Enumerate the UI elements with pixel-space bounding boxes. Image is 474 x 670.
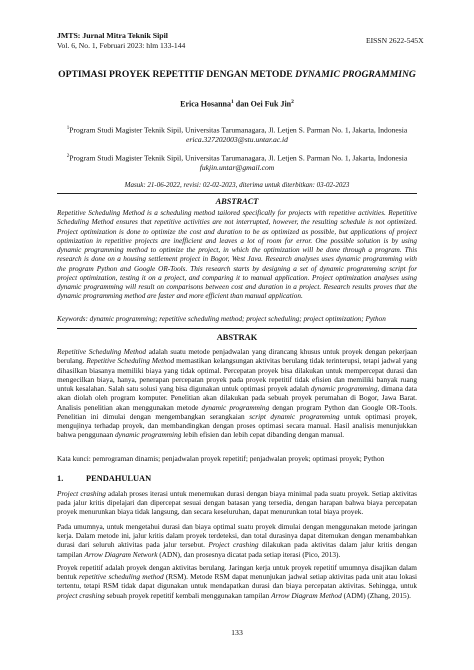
section-1-number: 1. — [57, 474, 64, 483]
section-1-paragraph-1 — [57, 489, 417, 517]
abstrak-span-i: script dynamic programming — [249, 411, 340, 421]
abstrak-span-j: untuk optimasi proyek, mengujinya terhadap proyek, dan membandingkan dengan proses optimasi secara manual. Hasil analisis menunjukkan bahwa penggunaan — [57, 411, 417, 440]
abstrak-span-c: Repetitive Scheduling Method — [86, 356, 175, 366]
author-2-sup: 2 — [291, 99, 294, 105]
p3-span-a: Proyek repetitif adalah proyek dengan aktivitas berulang. Jaringan kerja untuk proyek repetitif umumnya disajikan dalam bentuk — [57, 563, 417, 582]
p3-span-c: (RSM). Metode RSM dapat menunjukan jadwal setiap aktivitas pada unit atau lokasi tertentu, tetapi RSM tidak dapat digunakan untuk mendapatkan durasi dan biaya percepatan aktivitas. Sehingga, untuk — [57, 572, 418, 591]
abstrak-span-d: memastikan kelangsungan aktivitas berulang tidak terinterupsi, tetapi jadwal yang dihasilkan biasanya memiliki biaya yang tidak optimal. Percepatan proyek bisa dilakukan untuk mempercepat durasi dan mengecilkan biaya, hanya, penerapan percepatan proyek pada proyek repetitif tidak efisien dan memiliki banyak ruang untuk kesalahan. Salah satu solusi yang bisa digunakan untuk optimasi proyek adalah — [57, 356, 417, 393]
page-number: 133 — [231, 628, 243, 637]
divider-middle — [57, 328, 417, 329]
p3-span-f: Arrow Diagram Method — [271, 590, 342, 600]
p1-span-a: Project crashing — [57, 489, 106, 498]
affiliation-1 — [57, 124, 417, 145]
issn: EISSN 2622-545X — [366, 36, 424, 45]
submission-dates: Masuk: 21-06-2022, revisi: 02-02-2023, diterima untuk diterbitkan: 03-02-2023 — [124, 181, 350, 189]
abstrak-span-l: lebih efisien dan lebih cepat dibanding dengan manual. — [181, 430, 345, 440]
abstrak-heading: ABSTRAK — [216, 333, 258, 342]
affiliation-1-sup: 1 — [66, 126, 70, 131]
author-1-sup: 1 — [231, 99, 234, 105]
p2-span-c: dilakukan pada aktivitas dalam jalur kritis dengan tampilan — [57, 540, 417, 559]
p2-span-e: (ADN), dan prosesnya dicatat pada setiap iterasi (Pico, 2013). — [157, 549, 341, 559]
p1-span-b: adalah proses iterasi untuk menemukan durasi dengan biaya minimal pada suatu proyek. Setiap aktivitas pada jalur kritis dipelajari dan dipercepat sesuai dengan batasan yang tersedia, dengan harapan bahwa biaya percepatan proyek menurunkan biaya tidak langsung, dan secara keseluruhan, dapat menurunkan total biaya proyek. — [57, 489, 417, 517]
affiliation-2-sup: 2 — [66, 154, 70, 159]
affiliation-1-email[interactable]: erica.327202003@stu.untar.ac.id — [186, 135, 288, 145]
abstrak-body — [57, 347, 417, 440]
abstrak-span-k: dynamic programming — [114, 430, 182, 440]
divider-top — [57, 193, 417, 194]
abstract-body: Repetitive Scheduling Method is a scheduling method tailored specifically for projects with repetitive activities. Repetitive Scheduling Method ensures that repetitive activities are not interrupted, however, the resulting schedule is not optimized. Project optimization is done to optimize the cost and duration to be as optimized as possible, but applications of project optimization in repetitive projects are inefficient and leaves a lot of room for error. One possible solution is by using dynamic programming method to optimize the project, in which the optimization will be done through a program. This research is done on a housing settlement project in Bogor, West Java. Research analyses uses dynamic programming with the program Python and Google OR-Tools. This research starts by designing a set of dynamic programming script for project optimization, testing it on a project, and comparing it to manual application. Project optimization analyses using dynamic programming will result on comparisons between cost and duration in a project. Research results proves that the dynamic programming method are faster and more efficient than manual application. — [57, 209, 417, 301]
abstrak-span-h: dengan program Python dan Google OR-Tools. Penelitian ini dimulai dengan mengembangkan serangkaian — [57, 402, 417, 421]
journal-volume: Vol. 6, No. 1, Februari 2023: hlm 133-144 — [57, 41, 186, 50]
abstract-heading: ABSTRACT — [215, 197, 259, 206]
abstrak-keywords: Kata kunci: pemrograman dinamis; penjadwalan proyek repetitif; penjadwalan proyek; optimasi proyek; Python — [57, 454, 385, 463]
abstrak-span-e: dynamic programming — [310, 384, 378, 393]
abstract-keywords: Keywords: dynamic programming; repetitive scheduling method; project scheduling; project optimization; Python — [57, 315, 386, 323]
p2-span-a: Pada umumnya, untuk mengetahui durasi dan biaya optimal suatu proyek dimulai dengan menggunakan metode jaringan kerja. Dalam metode ini, jalur kritis dalam proyek terdeteksi, dan total durasinya dapat ditemukan dengan menambahkan durasi dari seluruh aktivitas pada jalur tersebut. — [57, 522, 417, 550]
p3-span-d: project crashing — [57, 590, 105, 600]
section-1-paragraph-2 — [57, 522, 417, 559]
paper-title-main: OPTIMASI PROYEK REPETITIF DENGAN METODE — [58, 69, 296, 80]
journal-name: JMTS: Jurnal Mitra Teknik Sipil — [57, 31, 168, 40]
p2-span-b: Project crashing — [208, 540, 259, 550]
author-1: Erica Hosanna — [180, 99, 232, 109]
affiliation-1-text: Program Studi Magister Teknik Sipil, Universitas Tarumanagara, Jl. Letjen S. Parman No. 1, Jakarta, Indonesia — [69, 125, 408, 135]
authors — [57, 99, 417, 109]
section-1-paragraph-3 — [57, 563, 417, 600]
abstrak-span-a: Repetitive Scheduling Method — [57, 347, 147, 356]
section-1-heading: PENDAHULUAN — [86, 474, 152, 483]
p3-span-e: sebuah proyek repetitif kembali menggunakan tampilan — [104, 590, 272, 600]
p3-span-g: (ADM) (Zhang, 2015). — [341, 590, 411, 600]
p2-span-d: Arrow Diagram Network — [84, 549, 158, 559]
paper-title-italic: DYNAMIC PROGRAMMING — [295, 69, 416, 80]
abstrak-span-g: dynamic programming — [201, 402, 270, 412]
affiliation-2-email[interactable]: fukjin.untar@gmail.com — [199, 163, 275, 173]
author-2: dan Oei Fuk Jin — [233, 99, 292, 109]
affiliation-2 — [57, 152, 417, 173]
p3-span-b: repetitive scheduling method — [79, 572, 164, 582]
abstrak-span-b: adalah suatu metode penjadwalan yang dirancang khusus untuk proyek dengan pekerjaan berulang. — [57, 347, 418, 366]
paper-title — [30, 69, 444, 80]
affiliation-2-text: Program Studi Magister Teknik Sipil, Universitas Tarumanagara, Jl. Letjen S. Parman No. 1, Jakarta, Indonesia — [69, 153, 408, 163]
abstrak-span-f: , dimana data akan diolah oleh program komputer. Penelitian akan dilakukan pada sebuah proyek perumahan di Bogor, Jawa Barat. Analisis penelitian akan menggunakan metode — [57, 384, 417, 412]
